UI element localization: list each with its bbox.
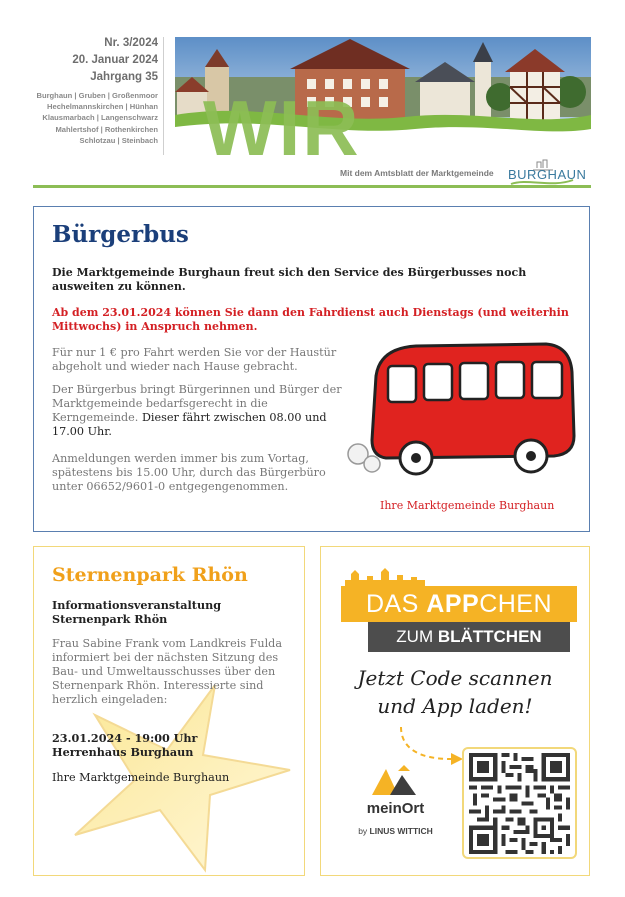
skyline-icon — [345, 568, 425, 588]
castle-logo-icon — [507, 158, 587, 188]
headline-das: DAS — [365, 590, 427, 618]
buergerbus-intro: Die Marktgemeinde Burghaun freut sich den Service des Bürgerbusses noch ausweiten zu können. — [52, 266, 527, 293]
arrow-icon — [395, 725, 465, 770]
subline-zum: ZUM — [396, 627, 438, 646]
village-line: Mahlertshof | Rothenkirchen — [55, 124, 158, 134]
sternenpark-subtitle: Informationsveranstaltung Sternenpark Rhön — [52, 598, 222, 626]
issue-info — [20, 35, 158, 86]
event-date: 23.01.2024 - 19:00 Uhr — [52, 731, 198, 745]
sternenpark-text: Frau Sabine Frank vom Landkreis Fulda informiert bei der nächsten Sitzung des Bau- und Umweltausschusses über den Sternenpark Rhön. Interessierte sind herzlich eingeladen: — [52, 637, 283, 706]
village-list — [20, 90, 158, 146]
issue-number: Nr. 3/2024 — [104, 37, 158, 49]
brand-name: BURGHAUN — [508, 167, 587, 182]
buergerbus-signature: Ihre Marktgemeinde Burghaun — [380, 499, 555, 512]
masthead-tagline: Mit dem Amtsblatt der Marktgemeinde — [340, 168, 494, 178]
qr-code-icon[interactable] — [469, 753, 570, 854]
masthead-title: WIR — [203, 84, 361, 172]
app-banner-headline — [341, 586, 577, 622]
byline-prefix: by — [358, 826, 370, 836]
village-line: Schlotzau | Steinbach — [79, 135, 158, 145]
byline-name: LINUS WITTICH — [369, 826, 433, 836]
buergerbus-title: Bürgerbus — [52, 221, 189, 248]
header-rule — [33, 185, 591, 188]
village-line: Klausmarbach | Langenschwarz — [42, 113, 158, 123]
service-text: Der Bürgerbus bringt Bürgerinnen und Bürger der Marktgemeinde bedarfsgerecht in die Kerngemeinde. — [52, 383, 342, 424]
headline-chen: CHEN — [479, 590, 553, 618]
service-hours: Dieser fährt zwischen 08.00 und 17.00 Uhr. — [52, 411, 327, 438]
app-banner-subline — [368, 622, 570, 652]
village-line: Hechelmannskirchen | Hünhan — [47, 102, 158, 112]
bus-icon — [346, 336, 576, 481]
buergerbus-highlight: Ab dem 23.01.2024 können Sie dann den Fahrdienst auch Dienstags (und weiterhin Mittwochs) in Anspruch nehmen. — [52, 306, 569, 333]
scan-instruction-line1: Jetzt Code scannen — [357, 666, 553, 690]
buergerbus-paragraph-price: Für nur 1 € pro Fahrt werden Sie vor der Haustür abgeholt und wieder nach Hause gebracht. — [52, 346, 337, 373]
buergerbus-paragraph-booking: Anmeldungen werden immer bis zum Vortag, spätestens bis 15.00 Uhr, durch das Bürgerbüro unter 06652/9601-0 entgegengenommen. — [52, 452, 326, 493]
village-photo-illustration — [175, 37, 591, 172]
village-line: Burghaun | Gruben | Großenmoor — [36, 91, 158, 100]
sternenpark-signature: Ihre Marktgemeinde Burghaun — [52, 771, 230, 784]
issue-date: 20. Januar 2024 — [72, 54, 158, 66]
buergerbus-paragraph-service — [52, 383, 342, 439]
meinort-logo-icon — [372, 765, 416, 795]
issue-volume: Jahrgang 35 — [90, 71, 158, 83]
sternenpark-event — [52, 731, 292, 759]
event-place: Herrenhaus Burghaun — [52, 745, 194, 759]
publisher-byline — [348, 826, 443, 836]
scan-instruction-line2: und App laden! — [377, 694, 533, 718]
meinort-logo-text: meinOrt — [366, 800, 425, 817]
subline-blaettchen: BLÄTTCHEN — [437, 627, 542, 646]
sternenpark-title: Sternenpark Rhön — [52, 564, 248, 586]
masthead-banner — [175, 37, 591, 172]
header-divider — [163, 37, 164, 155]
headline-app: APP — [426, 590, 480, 618]
